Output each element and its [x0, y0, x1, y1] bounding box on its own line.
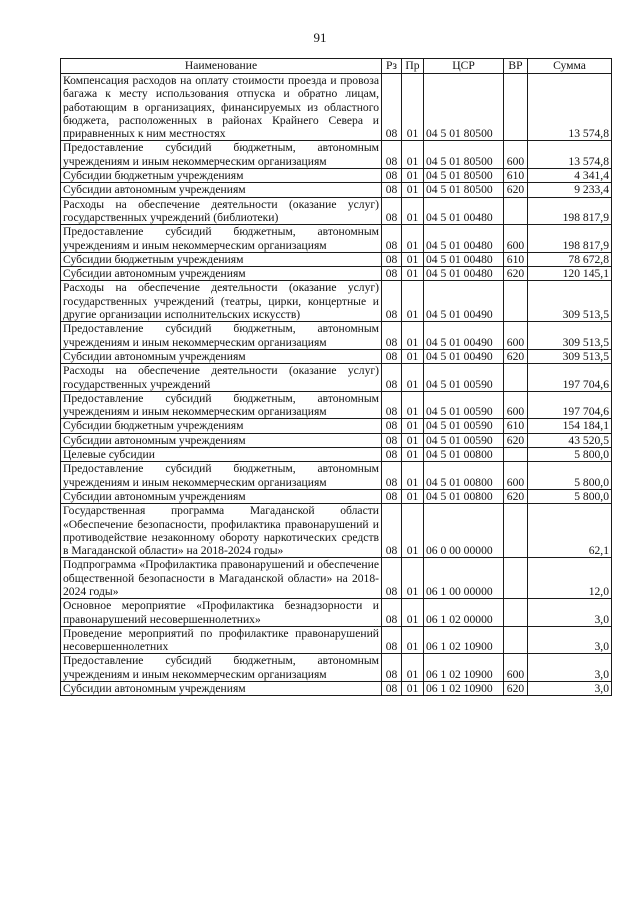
cell-sum: 197 704,6 [528, 364, 612, 392]
cell-name: Подпрограмма «Профилактика правонарушений и обеспечение общественной безопасности в Магаданской области» на 2018-2024 годы» [61, 558, 382, 599]
cell-rz: 08 [382, 391, 402, 419]
table-row [61, 682, 612, 696]
cell-csr: 04 5 01 80500 [424, 74, 504, 141]
header-rz: Рз [382, 59, 402, 74]
cell-vr [504, 626, 528, 654]
cell-sum: 5 800,0 [528, 448, 612, 462]
cell-rz: 08 [382, 169, 402, 183]
cell-vr: 620 [504, 682, 528, 696]
table-row [61, 433, 612, 447]
cell-sum: 154 184,1 [528, 419, 612, 433]
cell-vr [504, 74, 528, 141]
table-row [61, 448, 612, 462]
cell-sum: 3,0 [528, 654, 612, 682]
cell-pr: 01 [402, 391, 424, 419]
cell-vr: 600 [504, 391, 528, 419]
cell-name: Субсидии автономным учреждениям [61, 433, 382, 447]
table-row [61, 349, 612, 363]
cell-vr: 620 [504, 489, 528, 503]
cell-vr: 620 [504, 433, 528, 447]
cell-pr: 01 [402, 462, 424, 490]
cell-rz: 08 [382, 462, 402, 490]
cell-rz: 08 [382, 197, 402, 225]
cell-sum: 3,0 [528, 626, 612, 654]
cell-name: Субсидии автономным учреждениям [61, 183, 382, 197]
cell-sum: 3,0 [528, 682, 612, 696]
cell-vr [504, 448, 528, 462]
cell-csr: 06 1 02 10900 [424, 682, 504, 696]
table-row [61, 197, 612, 225]
cell-csr: 04 5 01 00490 [424, 281, 504, 322]
cell-sum: 120 145,1 [528, 267, 612, 281]
table-row [61, 74, 612, 141]
cell-csr: 04 5 01 00800 [424, 462, 504, 490]
cell-sum: 3,0 [528, 599, 612, 627]
cell-pr: 01 [402, 225, 424, 253]
table-row [61, 391, 612, 419]
cell-sum: 13 574,8 [528, 74, 612, 141]
cell-vr [504, 599, 528, 627]
cell-vr [504, 197, 528, 225]
cell-name: Основное мероприятие «Профилактика безнадзорности и правонарушений несовершеннолетних» [61, 599, 382, 627]
cell-name: Предоставление субсидий бюджетным, автономным учреждениям и иным некоммерческим организациям [61, 225, 382, 253]
cell-rz: 08 [382, 558, 402, 599]
cell-sum: 309 513,5 [528, 322, 612, 350]
cell-rz: 08 [382, 654, 402, 682]
cell-pr: 01 [402, 489, 424, 503]
cell-name: Целевые субсидии [61, 448, 382, 462]
cell-name: Субсидии автономным учреждениям [61, 682, 382, 696]
cell-pr: 01 [402, 252, 424, 266]
cell-sum: 5 800,0 [528, 489, 612, 503]
cell-rz: 08 [382, 682, 402, 696]
cell-csr: 04 5 01 00590 [424, 391, 504, 419]
cell-csr: 06 1 02 00000 [424, 599, 504, 627]
cell-pr: 01 [402, 433, 424, 447]
cell-pr: 01 [402, 281, 424, 322]
cell-pr: 01 [402, 267, 424, 281]
cell-vr: 620 [504, 349, 528, 363]
cell-pr: 01 [402, 74, 424, 141]
cell-sum: 197 704,6 [528, 391, 612, 419]
cell-csr: 06 1 02 10900 [424, 626, 504, 654]
header-vr: ВР [504, 59, 528, 74]
cell-vr [504, 504, 528, 558]
cell-name: Предоставление субсидий бюджетным, автономным учреждениям и иным некоммерческим организациям [61, 462, 382, 490]
cell-pr: 01 [402, 599, 424, 627]
cell-name: Расходы на обеспечение деятельности (оказание услуг) государственных учреждений (театры, цирки, концертные и другие организации исполнительских искусств) [61, 281, 382, 322]
cell-vr: 610 [504, 252, 528, 266]
cell-pr: 01 [402, 419, 424, 433]
cell-rz: 08 [382, 504, 402, 558]
cell-csr: 04 5 01 00800 [424, 448, 504, 462]
cell-vr: 620 [504, 267, 528, 281]
cell-sum: 62,1 [528, 504, 612, 558]
header-pr: Пр [402, 59, 424, 74]
table-row [61, 504, 612, 558]
table-row [61, 322, 612, 350]
cell-csr: 04 5 01 00590 [424, 419, 504, 433]
cell-name: Субсидии бюджетным учреждениям [61, 169, 382, 183]
cell-sum: 198 817,9 [528, 197, 612, 225]
cell-csr: 04 5 01 00480 [424, 197, 504, 225]
cell-csr: 04 5 01 00800 [424, 489, 504, 503]
cell-vr: 600 [504, 462, 528, 490]
cell-vr: 600 [504, 654, 528, 682]
cell-rz: 08 [382, 364, 402, 392]
cell-sum: 198 817,9 [528, 225, 612, 253]
cell-rz: 08 [382, 281, 402, 322]
cell-pr: 01 [402, 322, 424, 350]
cell-csr: 04 5 01 80500 [424, 141, 504, 169]
cell-name: Субсидии бюджетным учреждениям [61, 419, 382, 433]
table-row [61, 489, 612, 503]
cell-name: Субсидии автономным учреждениям [61, 267, 382, 281]
cell-pr: 01 [402, 169, 424, 183]
cell-vr: 610 [504, 169, 528, 183]
cell-sum: 78 672,8 [528, 252, 612, 266]
cell-sum: 12,0 [528, 558, 612, 599]
cell-name: Субсидии автономным учреждениям [61, 349, 382, 363]
cell-rz: 08 [382, 599, 402, 627]
cell-rz: 08 [382, 322, 402, 350]
table-row [61, 419, 612, 433]
cell-csr: 06 1 02 10900 [424, 654, 504, 682]
cell-rz: 08 [382, 267, 402, 281]
cell-csr: 04 5 01 00480 [424, 267, 504, 281]
cell-csr: 04 5 01 00590 [424, 364, 504, 392]
table-row [61, 183, 612, 197]
cell-sum: 309 513,5 [528, 349, 612, 363]
cell-rz: 08 [382, 626, 402, 654]
cell-rz: 08 [382, 349, 402, 363]
cell-csr: 06 0 00 00000 [424, 504, 504, 558]
cell-name: Расходы на обеспечение деятельности (оказание услуг) государственных учреждений [61, 364, 382, 392]
table-row [61, 558, 612, 599]
cell-name: Предоставление субсидий бюджетным, автономным учреждениям и иным некоммерческим организациям [61, 391, 382, 419]
cell-vr: 600 [504, 141, 528, 169]
cell-pr: 01 [402, 558, 424, 599]
cell-csr: 04 5 01 80500 [424, 169, 504, 183]
table-body [61, 74, 612, 696]
cell-pr: 01 [402, 682, 424, 696]
cell-pr: 01 [402, 626, 424, 654]
cell-name: Предоставление субсидий бюджетным, автономным учреждениям и иным некоммерческим организациям [61, 654, 382, 682]
cell-vr [504, 364, 528, 392]
cell-csr: 04 5 01 00480 [424, 252, 504, 266]
table-row [61, 252, 612, 266]
cell-rz: 08 [382, 225, 402, 253]
table-row [61, 225, 612, 253]
cell-pr: 01 [402, 654, 424, 682]
cell-name: Предоставление субсидий бюджетным, автономным учреждениям и иным некоммерческим организациям [61, 322, 382, 350]
cell-name: Предоставление субсидий бюджетным, автономным учреждениям и иным некоммерческим организациям [61, 141, 382, 169]
cell-pr: 01 [402, 197, 424, 225]
cell-sum: 5 800,0 [528, 462, 612, 490]
cell-rz: 08 [382, 252, 402, 266]
cell-pr: 01 [402, 504, 424, 558]
cell-sum: 9 233,4 [528, 183, 612, 197]
cell-csr: 04 5 01 00590 [424, 433, 504, 447]
cell-vr [504, 558, 528, 599]
cell-name: Субсидии автономным учреждениям [61, 489, 382, 503]
cell-pr: 01 [402, 364, 424, 392]
cell-pr: 01 [402, 183, 424, 197]
cell-vr: 610 [504, 419, 528, 433]
header-csr: ЦСР [424, 59, 504, 74]
cell-rz: 08 [382, 489, 402, 503]
cell-vr: 620 [504, 183, 528, 197]
cell-csr: 04 5 01 00480 [424, 225, 504, 253]
cell-csr: 04 5 01 00490 [424, 322, 504, 350]
cell-rz: 08 [382, 141, 402, 169]
budget-table [60, 58, 612, 696]
header-name: Наименование [61, 59, 382, 74]
table-row [61, 281, 612, 322]
cell-vr: 600 [504, 322, 528, 350]
table-row [61, 654, 612, 682]
cell-name: Субсидии бюджетным учреждениям [61, 252, 382, 266]
cell-rz: 08 [382, 74, 402, 141]
cell-sum: 4 341,4 [528, 169, 612, 183]
cell-rz: 08 [382, 183, 402, 197]
cell-csr: 06 1 00 00000 [424, 558, 504, 599]
cell-vr [504, 281, 528, 322]
table-row [61, 141, 612, 169]
page-number: 91 [313, 30, 327, 45]
cell-pr: 01 [402, 448, 424, 462]
table-row [61, 599, 612, 627]
table-row [61, 267, 612, 281]
cell-name: Государственная программа Магаданской области «Обеспечение безопасности, профилактика правонарушений и противодействие незаконному обороту наркотических средств в Магаданской области» на 2018-2024 годы» [61, 504, 382, 558]
header-sum: Сумма [528, 59, 612, 74]
cell-pr: 01 [402, 349, 424, 363]
cell-csr: 04 5 01 80500 [424, 183, 504, 197]
table-header-row [61, 59, 612, 74]
cell-pr: 01 [402, 141, 424, 169]
table-row [61, 169, 612, 183]
cell-name: Компенсация расходов на оплату стоимости проезда и провоза багажа к месту использования отпуска и обратно лицам, работающим в организациях, финансируемых из областного бюджета, расположенных в районах Крайнего Севера и приравненных к ним местностях [61, 74, 382, 141]
cell-name: Проведение мероприятий по профилактике правонарушений несовершеннолетних [61, 626, 382, 654]
cell-vr: 600 [504, 225, 528, 253]
cell-rz: 08 [382, 433, 402, 447]
cell-sum: 309 513,5 [528, 281, 612, 322]
table-row [61, 364, 612, 392]
cell-sum: 13 574,8 [528, 141, 612, 169]
cell-sum: 43 520,5 [528, 433, 612, 447]
cell-rz: 08 [382, 448, 402, 462]
cell-csr: 04 5 01 00490 [424, 349, 504, 363]
table-row [61, 462, 612, 490]
cell-rz: 08 [382, 419, 402, 433]
cell-name: Расходы на обеспечение деятельности (оказание услуг) государственных учреждений (библиотеки) [61, 197, 382, 225]
table-row [61, 626, 612, 654]
